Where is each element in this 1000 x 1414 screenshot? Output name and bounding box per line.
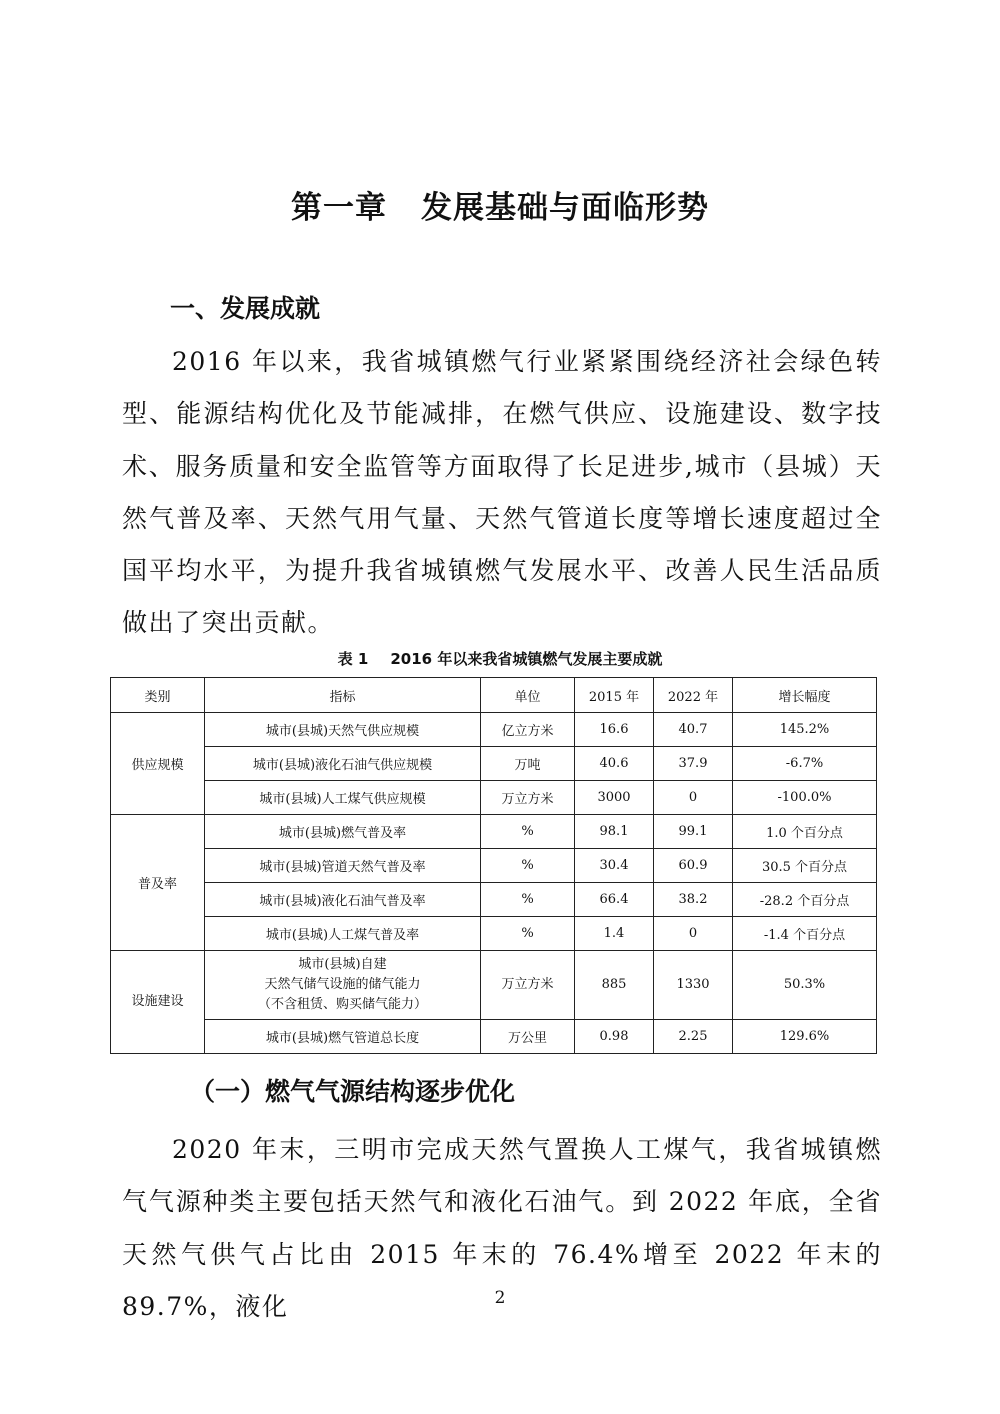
table-row (111, 781, 877, 815)
value-2015-cell: 3000 (575, 781, 654, 815)
table-row (111, 883, 877, 917)
value-2022-cell: 0 (654, 917, 733, 951)
table-caption-title: 2016 年以来我省城镇燃气发展主要成就 (390, 650, 663, 668)
growth-cell: 30.5 个百分点 (733, 849, 877, 883)
value-2015-cell: 1.4 (575, 917, 654, 951)
indicator-cell: 城市(县城)人工煤气普及率 (205, 917, 481, 951)
category-cell: 供应规模 (111, 713, 205, 815)
value-2015-cell: 16.6 (575, 713, 654, 747)
header-unit: 单位 (481, 678, 575, 713)
indicator-cell: 城市(县城)管道天然气普及率 (205, 849, 481, 883)
table-row (111, 747, 877, 781)
value-2022-cell: 38.2 (654, 883, 733, 917)
indicator-cell: 城市(县城)液化石油气普及率 (205, 883, 481, 917)
value-2022-cell: 2.25 (654, 1020, 733, 1054)
chapter-number: 第一章 (291, 190, 387, 226)
category-cell: 设施建设 (111, 951, 205, 1054)
intro-paragraph: 2016 年以来，我省城镇燃气行业紧紧围绕经济社会绿色转型、能源结构优化及节能减排，在燃气供应、设施建设、数字技术、服务质量和安全监管等方面取得了长足进步,城市（县城）天然气普及率、天然气用气量、天然气管道长度等增长速度超过全国平均水平，为提升我省城镇燃气发展水平、改善人民生活品质做出了突出贡献。 (122, 347, 882, 638)
unit-cell: % (481, 815, 575, 849)
table-row (111, 917, 877, 951)
header-2015: 2015 年 (575, 678, 654, 713)
header-indicator: 指标 (205, 678, 481, 713)
growth-cell: -6.7% (733, 747, 877, 781)
unit-cell: % (481, 849, 575, 883)
indicator-cell (205, 951, 481, 1020)
value-2015-cell: 40.6 (575, 747, 654, 781)
chapter-title (0, 182, 1000, 227)
growth-cell: 129.6% (733, 1020, 877, 1054)
value-2022-cell: 99.1 (654, 815, 733, 849)
growth-cell: 1.0 个百分点 (733, 815, 877, 849)
indicator-line: 城市(县城)自建 (298, 957, 387, 972)
unit-cell: % (481, 883, 575, 917)
unit-cell: 亿立方米 (481, 713, 575, 747)
header-growth: 增长幅度 (733, 678, 877, 713)
header-category: 类别 (111, 678, 205, 713)
growth-cell: -100.0% (733, 781, 877, 815)
growth-cell: -28.2 个百分点 (733, 883, 877, 917)
category-cell: 普及率 (111, 815, 205, 951)
unit-cell: 万立方米 (481, 781, 575, 815)
subsection-heading: （一）燃气气源结构逐步优化 (190, 1077, 516, 1106)
header-2022: 2022 年 (654, 678, 733, 713)
unit-cell: % (481, 917, 575, 951)
value-2022-cell: 60.9 (654, 849, 733, 883)
table-row (111, 815, 877, 849)
table-row (111, 951, 877, 1020)
table-caption (0, 648, 1000, 669)
table-row (111, 1020, 877, 1054)
indicator-cell: 城市(县城)液化石油气供应规模 (205, 747, 481, 781)
unit-cell: 万吨 (481, 747, 575, 781)
unit-cell: 万立方米 (481, 951, 575, 1020)
table-row (111, 849, 877, 883)
achievements-table (110, 677, 877, 1054)
indicator-cell: 城市(县城)燃气普及率 (205, 815, 481, 849)
indicator-line: （不含租赁、购买储气能力） (257, 997, 427, 1012)
value-2015-cell: 66.4 (575, 883, 654, 917)
growth-cell: -1.4 个百分点 (733, 917, 877, 951)
value-2022-cell: 40.7 (654, 713, 733, 747)
table-row (111, 713, 877, 747)
indicator-cell: 城市(县城)燃气管道总长度 (205, 1020, 481, 1054)
unit-cell: 万公里 (481, 1020, 575, 1054)
value-2022-cell: 37.9 (654, 747, 733, 781)
section-heading: 一、发展成就 (170, 294, 321, 323)
value-2015-cell: 0.98 (575, 1020, 654, 1054)
indicator-cell: 城市(县城)天然气供应规模 (205, 713, 481, 747)
table-header-row (111, 678, 877, 713)
value-2015-cell: 885 (575, 951, 654, 1020)
chapter-name: 发展基础与面临形势 (421, 190, 709, 226)
growth-cell: 145.2% (733, 713, 877, 747)
page-number: 2 (494, 1288, 506, 1308)
value-2022-cell: 1330 (654, 951, 733, 1020)
indicator-line: 天然气储气设施的储气能力 (264, 977, 421, 992)
indicator-cell: 城市(县城)人工煤气供应规模 (205, 781, 481, 815)
value-2015-cell: 98.1 (575, 815, 654, 849)
body-paragraph: 2020 年末，三明市完成天然气置换人工煤气，我省城镇燃气气源种类主要包括天然气和液化石油气。到 2022 年底，全省天然气供气占比由 2015 年末的 76.4%增至 2022 年末的 89.7%，液化 (122, 1135, 882, 1321)
value-2022-cell: 0 (654, 781, 733, 815)
value-2015-cell: 30.4 (575, 849, 654, 883)
table-caption-label: 表 1 (337, 650, 369, 668)
growth-cell: 50.3% (733, 951, 877, 1020)
